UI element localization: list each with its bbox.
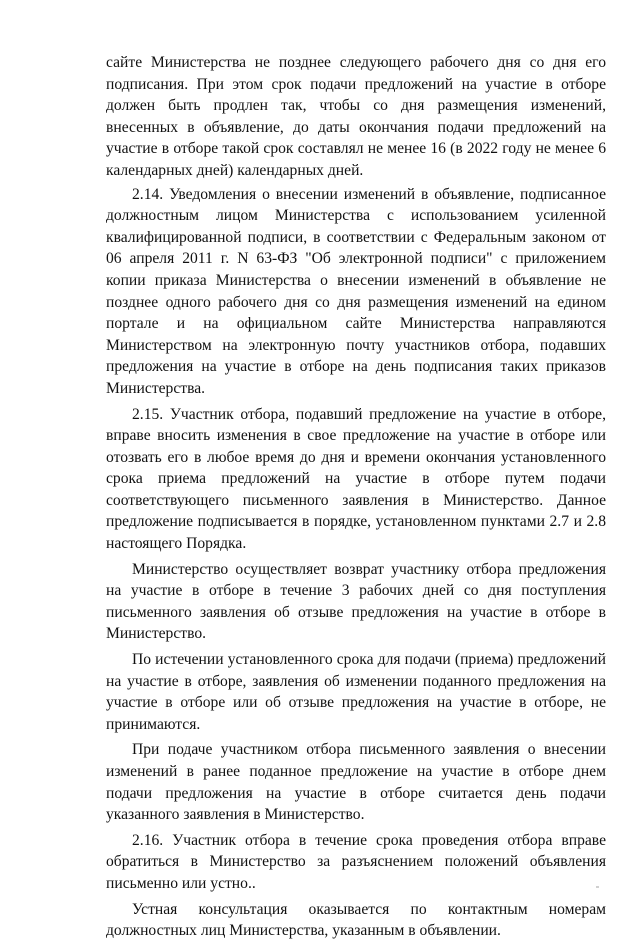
- paragraph-oral-consultation: Устная консультация оказывается по контактным номерам должностных лиц Министерства, указанным в объявлении.: [106, 900, 606, 940]
- paragraph-submission-date: При подаче участником отбора письменного заявления о внесении изменений в ранее поданное предложение на участие в отборе днем подачи предложения на участие в отборе считается день подачи указанного заявления в Министерство.: [106, 741, 606, 824]
- paragraph-2-14: 2.14. Уведомления о внесении изменений в объявление, подписанное должностным лицом Министерства с использованием усиленной квалифицированной подписи, в соответствии с Федеральным законом от 06 апреля 2011 г. N 63-ФЗ "Об электронной подписи" с приложением копии приказа Министерства о внесении изменений в объявление не позднее одного рабочего дня со дня размещения изменений на едином портале и на официальном сайте Министерства направляются Министерством на электронную почту участников отбора, подавших предложения на участие в отборе на день подписания таких приказов Министерства.: [106, 185, 606, 397]
- document-body: [106, 52, 606, 946]
- paragraph-2-15: 2.15. Участник отбора, подавший предложение на участие в отборе, вправе вносить изменения в свое предложение на участие в отборе или отозвать его в любое время до дня и времени окончания установленного срока приема предложений на участие в отборе путем подачи соответствующего письменного заявления в Министерство. Данное предложение подписывается в порядке, установленном пунктами 2.7 и 2.8 настоящего Порядка.: [106, 405, 606, 553]
- paragraph-continuation: сайте Министерства не позднее следующего рабочего дня со дня его подписания. При этом срок подачи предложений на участие в отборе должен быть продлен так, чтобы со дня размещения изменений, внесенных в объявление, до даты окончания подачи предложений на участие в отборе такой срок составлял не менее 16 (в 2022 году не менее 6 календарных дней) календарных дней.: [106, 54, 606, 179]
- paragraph-deadline-expiry: По истечении установленного срока для подачи (приема) предложений на участие в отборе, заявления об изменении поданного предложения на участие в отборе или об отзыве предложения на участие в отборе, не принимаются.: [106, 651, 606, 733]
- scan-speck: [596, 886, 599, 888]
- paragraph-return-proposal: Министерство осуществляет возврат участнику отбора предложения на участие в отборе в течение 3 рабочих дней со дня поступления письменного заявления об отзыве предложения на участие в отборе в Министерство.: [106, 560, 606, 643]
- paragraph-2-16: 2.16. Участник отбора в течение срока проведения отбора вправе обратиться в Министерство за разъяснением положений объявления письменно или устно..: [106, 831, 606, 892]
